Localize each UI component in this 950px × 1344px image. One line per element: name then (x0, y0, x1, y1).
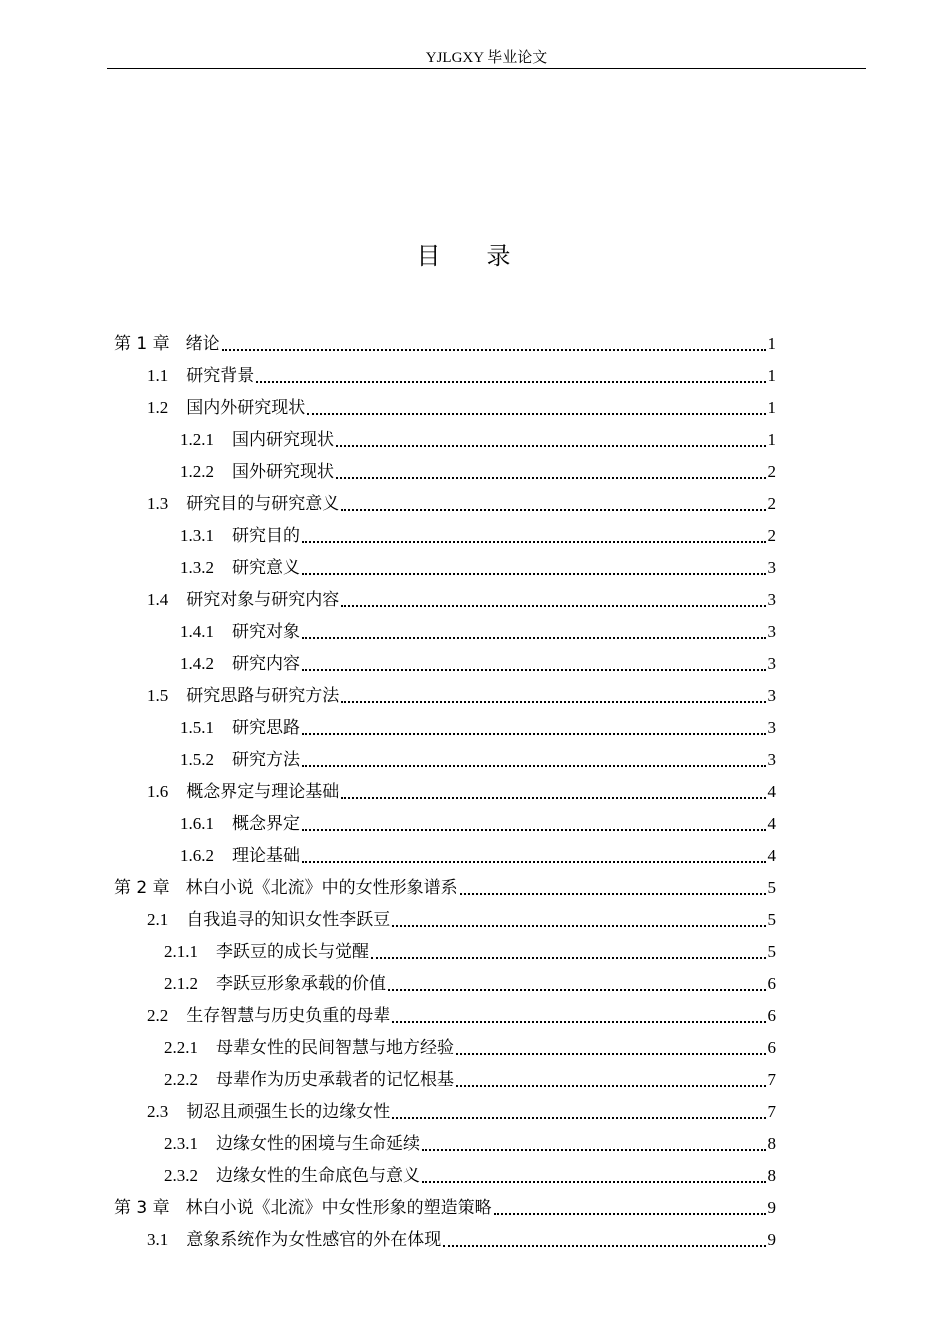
toc-entry-title: 边缘女性的困境与生命延续 (216, 1134, 420, 1154)
dot-leader (302, 765, 766, 767)
toc-entry-number: 3.1 (147, 1230, 169, 1249)
dot-leader (222, 349, 766, 351)
toc-entry[interactable] (180, 552, 776, 584)
toc-entry-title: 研究内容 (232, 654, 300, 674)
toc-entry-title: 李跃豆形象承载的价值 (216, 974, 386, 994)
dot-leader (392, 1021, 765, 1023)
toc-entry[interactable] (147, 776, 776, 808)
toc-entry-number: 1.6.1 (180, 814, 214, 833)
toc-entry[interactable] (180, 712, 776, 744)
toc-entry-number: 1.5 (147, 686, 169, 705)
toc-entry-number: 第 1 章 (114, 334, 170, 354)
toc-entry-number: 2.3.2 (164, 1166, 198, 1185)
toc-entry-number: 1.3 (147, 494, 169, 513)
toc-entry-number: 2.2 (147, 1006, 169, 1025)
toc-entry-number: 2.1 (147, 910, 169, 929)
toc-entry-title: 意象系统作为女性感官的外在体现 (186, 1230, 442, 1250)
toc-entry-title: 国内研究现状 (232, 430, 334, 450)
toc-entry-page: 4 (767, 782, 776, 801)
toc-entry-number: 2.1.1 (164, 942, 198, 961)
dot-leader (341, 701, 765, 703)
toc-entry-page: 4 (767, 846, 776, 865)
toc-entry-page: 2 (767, 462, 776, 481)
toc-entry[interactable] (147, 680, 776, 712)
toc-entry-number: 1.5.1 (180, 718, 214, 737)
toc-entry-title: 研究方法 (232, 750, 300, 770)
toc-entry-page: 6 (767, 974, 776, 993)
dot-leader (341, 605, 765, 607)
dot-leader (302, 733, 766, 735)
toc-entry[interactable] (180, 456, 776, 488)
toc-entry[interactable] (164, 1128, 776, 1160)
toc-entry-title: 绪论 (185, 334, 220, 354)
toc-entry-title: 母辈作为历史承载者的记忆根基 (216, 1070, 454, 1090)
dot-leader (302, 861, 766, 863)
dot-leader (494, 1213, 766, 1215)
toc-entry-number: 2.2.1 (164, 1038, 198, 1057)
toc-entry-number: 1.3.1 (180, 526, 214, 545)
toc-entry[interactable] (180, 840, 776, 872)
dot-leader (302, 541, 766, 543)
toc-entry-number: 1.4.1 (180, 622, 214, 641)
dot-leader (341, 509, 765, 511)
toc-entry-number: 1.2.1 (180, 430, 214, 449)
toc-entry-title: 国内外研究现状 (186, 398, 306, 418)
dot-leader (302, 573, 766, 575)
toc-entry-number: 2.2.2 (164, 1070, 198, 1089)
toc-entry-title: 研究目的 (232, 526, 300, 546)
toc-entry-number: 第 2 章 (114, 878, 170, 898)
toc-entry[interactable] (114, 1192, 776, 1224)
dot-leader (302, 637, 766, 639)
toc-entry-number: 2.1.2 (164, 974, 198, 993)
toc-entry-title: 概念界定与理论基础 (186, 782, 340, 802)
toc-entry-title: 研究对象 (232, 622, 300, 642)
dot-leader (388, 989, 766, 991)
toc-entry-number: 2.3.1 (164, 1134, 198, 1153)
running-header: YJLGXY 毕业论文 (425, 50, 548, 66)
dot-leader (307, 413, 765, 415)
toc-entry[interactable] (147, 360, 776, 392)
toc-entry[interactable] (114, 872, 776, 904)
toc-entry[interactable] (180, 648, 776, 680)
toc-entry-title: 国外研究现状 (232, 462, 334, 482)
dot-leader (341, 797, 765, 799)
toc-entry-number: 2.3 (147, 1102, 169, 1121)
toc-entry[interactable] (164, 936, 776, 968)
dot-leader (302, 669, 766, 671)
toc-entry-title: 研究对象与研究内容 (186, 590, 340, 610)
toc-entry[interactable] (147, 584, 776, 616)
toc-entry-title: 李跃豆的成长与觉醒 (216, 942, 369, 962)
dot-leader (336, 445, 766, 447)
dot-leader (336, 477, 766, 479)
dot-leader (456, 1085, 766, 1087)
toc-entry[interactable] (164, 1160, 776, 1192)
toc-entry-page: 3 (767, 750, 776, 769)
toc-entry[interactable] (147, 392, 776, 424)
toc-entry-page: 3 (767, 622, 776, 641)
toc-title: 目录 (416, 242, 557, 270)
toc-entry-page: 1 (767, 398, 776, 417)
dot-leader (392, 1117, 765, 1119)
dot-leader (256, 381, 765, 383)
toc-entry[interactable] (114, 328, 776, 360)
toc-entry-number: 1.6.2 (180, 846, 214, 865)
toc-entry-title: 研究目的与研究意义 (186, 494, 340, 514)
toc-entry-page: 1 (767, 430, 776, 449)
toc-entry-page: 3 (767, 590, 776, 609)
toc-entry-title: 边缘女性的生命底色与意义 (216, 1166, 420, 1186)
toc-entry[interactable] (147, 1096, 776, 1128)
toc-entry-page: 5 (767, 910, 776, 929)
toc-entry-page: 1 (767, 366, 776, 385)
toc-entry-title: 林白小说《北流》中女性形象的塑造策略 (185, 1198, 492, 1218)
dot-leader (371, 957, 766, 959)
dot-leader (302, 829, 766, 831)
header-rule (107, 68, 866, 69)
toc-entry-number: 1.1 (147, 366, 169, 385)
toc-entry-page: 3 (767, 686, 776, 705)
toc-entry-page: 6 (767, 1006, 776, 1025)
toc-entry-number: 1.4 (147, 590, 169, 609)
toc-entry-title: 研究思路与研究方法 (186, 686, 340, 706)
toc-entry-number: 1.2 (147, 398, 169, 417)
toc-entry-number: 1.5.2 (180, 750, 214, 769)
toc-entry-page: 7 (767, 1102, 776, 1121)
toc-entry-title: 概念界定 (232, 814, 300, 834)
toc-entry-page: 2 (767, 526, 776, 545)
toc-entry[interactable] (180, 520, 776, 552)
toc-entry[interactable] (180, 424, 776, 456)
dot-leader (456, 1053, 766, 1055)
toc-entry[interactable] (164, 1064, 776, 1096)
toc-entry-page: 9 (767, 1230, 776, 1249)
toc-entry-title: 自我追寻的知识女性李跃豆 (186, 910, 391, 930)
toc-entry-title: 生存智慧与历史负重的母辈 (186, 1006, 391, 1026)
toc-entry-page: 3 (767, 558, 776, 577)
toc-entry[interactable] (180, 616, 776, 648)
toc-entry-title: 理论基础 (232, 846, 300, 866)
toc-entry[interactable] (147, 488, 776, 520)
toc-entry-number: 1.4.2 (180, 654, 214, 673)
toc-entry-page: 8 (767, 1134, 776, 1153)
toc-entry-page: 3 (767, 654, 776, 673)
toc-entry-page: 7 (767, 1070, 776, 1089)
toc-entry[interactable] (147, 1000, 776, 1032)
dot-leader (392, 925, 765, 927)
dot-leader (422, 1181, 766, 1183)
dot-leader (422, 1149, 766, 1151)
toc-entry[interactable] (180, 744, 776, 776)
toc-entry-page: 1 (767, 334, 776, 353)
toc-entry-title: 研究思路 (232, 718, 300, 738)
toc-entry[interactable] (180, 808, 776, 840)
toc-entry-number: 1.3.2 (180, 558, 214, 577)
toc-entry-page: 3 (767, 718, 776, 737)
toc-entry-number: 1.2.2 (180, 462, 214, 481)
toc-entry[interactable] (164, 1032, 776, 1064)
toc-entry[interactable] (164, 968, 776, 1000)
toc-entry-title: 韧忍且顽强生长的边缘女性 (186, 1102, 391, 1122)
toc-entry-page: 4 (767, 814, 776, 833)
toc-entry-title: 研究背景 (186, 366, 255, 386)
dot-leader (460, 893, 766, 895)
toc-entry-page: 9 (767, 1198, 776, 1217)
toc-entry-number: 第 3 章 (114, 1198, 170, 1218)
dot-leader (443, 1245, 765, 1247)
toc-entry[interactable] (147, 904, 776, 936)
toc-entry-page: 2 (767, 494, 776, 513)
toc-entry-page: 5 (767, 878, 776, 897)
toc-entry[interactable] (147, 1224, 776, 1256)
toc-entry-number: 1.6 (147, 782, 169, 801)
toc-entry-page: 5 (767, 942, 776, 961)
toc-entry-page: 8 (767, 1166, 776, 1185)
toc-entry-title: 研究意义 (232, 558, 300, 578)
toc-entry-page: 6 (767, 1038, 776, 1057)
toc-entry-title: 林白小说《北流》中的女性形象谱系 (185, 878, 458, 898)
toc-entry-title: 母辈女性的民间智慧与地方经验 (216, 1038, 454, 1058)
